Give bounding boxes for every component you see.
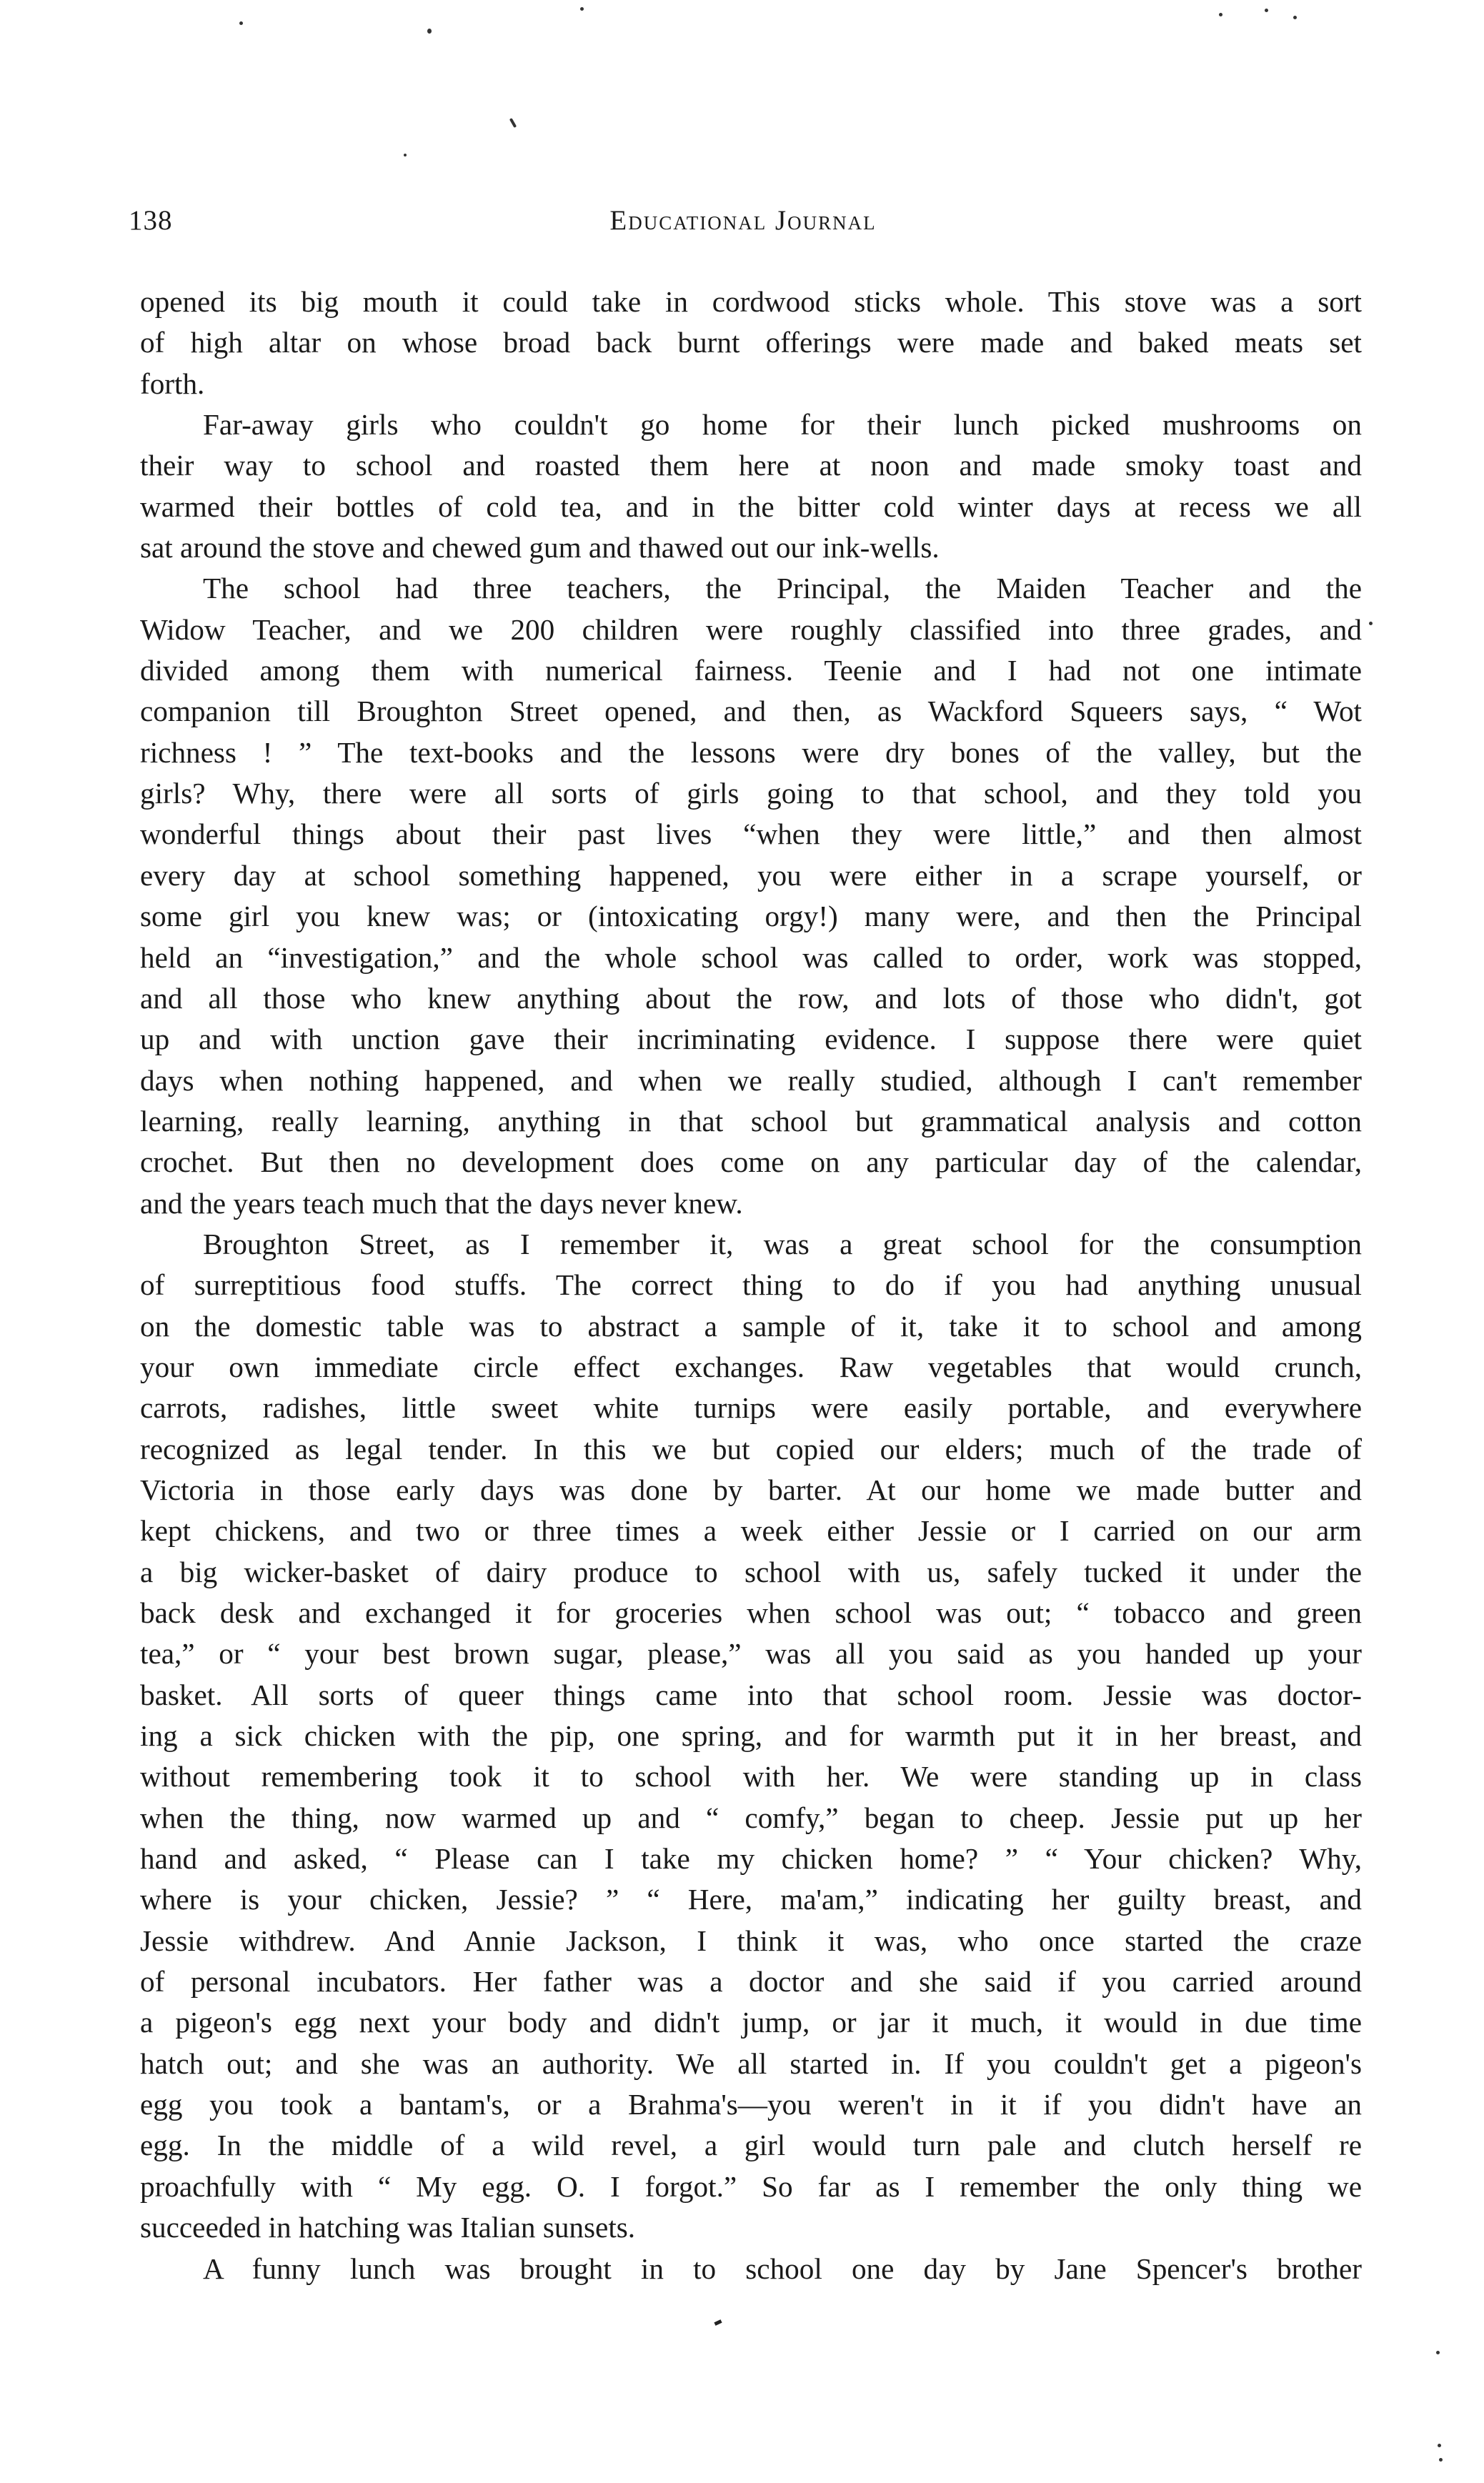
text-line: on the domestic table was to abstract a sample of it, take it to school and among [140, 1309, 1362, 1343]
text-line: carrots, radishes, little sweet white turnips were easily portable, and everywhere [140, 1391, 1362, 1425]
scan-speck [714, 2319, 722, 2326]
text-line: kept chickens, and two or three times a week either Jessie or I carried on our arm [140, 1514, 1362, 1548]
text-line: succeeded in hatching was Italian sunsets. [140, 2211, 636, 2244]
text-line: companion till Broughton Street opened, and then, as Wackford Squeers says, “ Wot [140, 695, 1362, 728]
text-line: forth. [140, 367, 205, 400]
page-number: 138 [129, 205, 173, 236]
text-line: some girl you knew was; or (intoxicating orgy!) many were, and then the Principal [140, 900, 1362, 933]
scan-speck [1438, 2444, 1441, 2447]
text-line: a big wicker-basket of dairy produce to school with us, safely tucked it under the [140, 1555, 1362, 1588]
text-line: learning, really learning, anything in that school but grammatical analysis and cotton [140, 1104, 1362, 1138]
text-line: every day at school something happened, you were either in a scrape yourself, or [140, 858, 1362, 892]
text-line: crochet. But then no development does come on any particular day of the calendar, [140, 1145, 1362, 1179]
text-line: hatch out; and she was an authority. We all started in. If you couldn't get a pigeon's [140, 2046, 1362, 2080]
body-text [140, 282, 1362, 2289]
text-line: days when nothing happened, and when we really studied, although I can't remember [140, 1063, 1362, 1097]
text-line: basket. All sorts of queer things came into that school room. Jessie was doctor- [140, 1678, 1362, 1711]
page-header [129, 204, 1358, 247]
text-line: Far-away girls who couldn't go home for their lunch picked mushrooms on [203, 408, 1362, 442]
text-line: girls? Why, there were all sorts of girls going to that school, and they told you [140, 777, 1362, 810]
text-line: where is your chicken, Jessie? ” “ Here, ma'am,” indicating her guilty breast, and [140, 1883, 1362, 1916]
text-line: Broughton Street, as I remember it, was a great school for the consumption [203, 1227, 1362, 1260]
text-line: up and with unction gave their incriminating evidence. I suppose there were quiet [140, 1022, 1362, 1056]
scan-speck [404, 154, 407, 156]
scan-speck [509, 118, 517, 128]
text-line: a pigeon's egg next your body and didn't jump, or jar it much, it would in due time [140, 2006, 1362, 2039]
text-line: Jessie withdrew. And Annie Jackson, I think it was, who once started the craze [140, 1924, 1362, 1957]
text-line: without remembering took it to school with her. We were standing up in class [140, 1760, 1362, 1793]
text-line: The school had three teachers, the Principal, the Maiden Teacher and the [203, 572, 1362, 605]
text-line: and the years teach much that the days never knew. [140, 1186, 743, 1220]
text-line: egg you took a bantam's, or a Brahma's—you weren't in it if you didn't have an [140, 2088, 1362, 2121]
text-line: their way to school and roasted them here at noon and made smoky toast and [140, 449, 1362, 482]
scan-speck [1369, 622, 1373, 625]
text-line: hand and asked, “ Please can I take my chicken home? ” “ Your chicken? Why, [140, 1842, 1362, 1876]
text-line: divided among them with numerical fairness. Teenie and I had not one intimate [140, 654, 1362, 687]
scan-speck [1265, 9, 1268, 12]
text-line: of personal incubators. Her father was a doctor and she said if you carried around [140, 1965, 1362, 1999]
text-line: warmed their bottles of cold tea, and in the bitter cold winter days at recess we all [140, 489, 1362, 523]
text-line: ing a sick chicken with the pip, one spring, and for warmth put it in her breast, and [140, 1719, 1362, 1753]
text-line: proachfully with “ My egg. O. I forgot.” So far as I remember the only thing we [140, 2169, 1362, 2203]
scan-speck [239, 21, 243, 25]
scan-speck [580, 7, 584, 11]
text-line: of high altar on whose broad back burnt offerings were made and baked meats set [140, 326, 1362, 359]
text-line: sat around the stove and chewed gum and thawed out our ink-wells. [140, 531, 940, 564]
scan-speck [1436, 2351, 1440, 2354]
scan-speck [1439, 2458, 1443, 2462]
text-line: A funny lunch was brought in to school one day by Jane Spencer's brother [203, 2251, 1362, 2285]
text-line: of surreptitious food stuffs. The correct thing to do if you had anything unusual [140, 1268, 1362, 1302]
text-line: held an “investigation,” and the whole school was called to order, work was stopped, [140, 940, 1362, 974]
text-line: when the thing, now warmed up and “ comfy,” began to cheep. Jessie put up her [140, 1801, 1362, 1834]
text-line: Widow Teacher, and we 200 children were roughly classified into three grades, and [140, 612, 1362, 646]
scan-speck [1219, 13, 1222, 16]
text-line: tea,” or “ your best brown sugar, please,” was all you said as you handed up your [140, 1637, 1362, 1671]
text-line: wonderful things about their past lives “when they were little,” and then almost [140, 817, 1362, 851]
text-line: Victoria in those early days was done by barter. At our home we made butter and [140, 1473, 1362, 1506]
text-line: your own immediate circle effect exchanges. Raw vegetables that would crunch, [140, 1350, 1362, 1383]
scan-speck [1293, 16, 1297, 19]
text-line: back desk and exchanged it for groceries when school was out; “ tobacco and green [140, 1596, 1362, 1629]
scan-speck [427, 29, 432, 34]
text-line: and all those who knew anything about the row, and lots of those who didn't, got [140, 981, 1362, 1015]
text-line: egg. In the middle of a wild revel, a girl would turn pale and clutch herself re [140, 2129, 1362, 2162]
running-head: Educational Journal [609, 205, 877, 236]
text-line: recognized as legal tender. In this we but copied our elders; much of the trade of [140, 1432, 1362, 1466]
text-line: richness ! ” The text-books and the lessons were dry bones of the valley, but the [140, 735, 1362, 769]
text-line: opened its big mouth it could take in cordwood sticks whole. This stove was a sort [140, 285, 1362, 318]
